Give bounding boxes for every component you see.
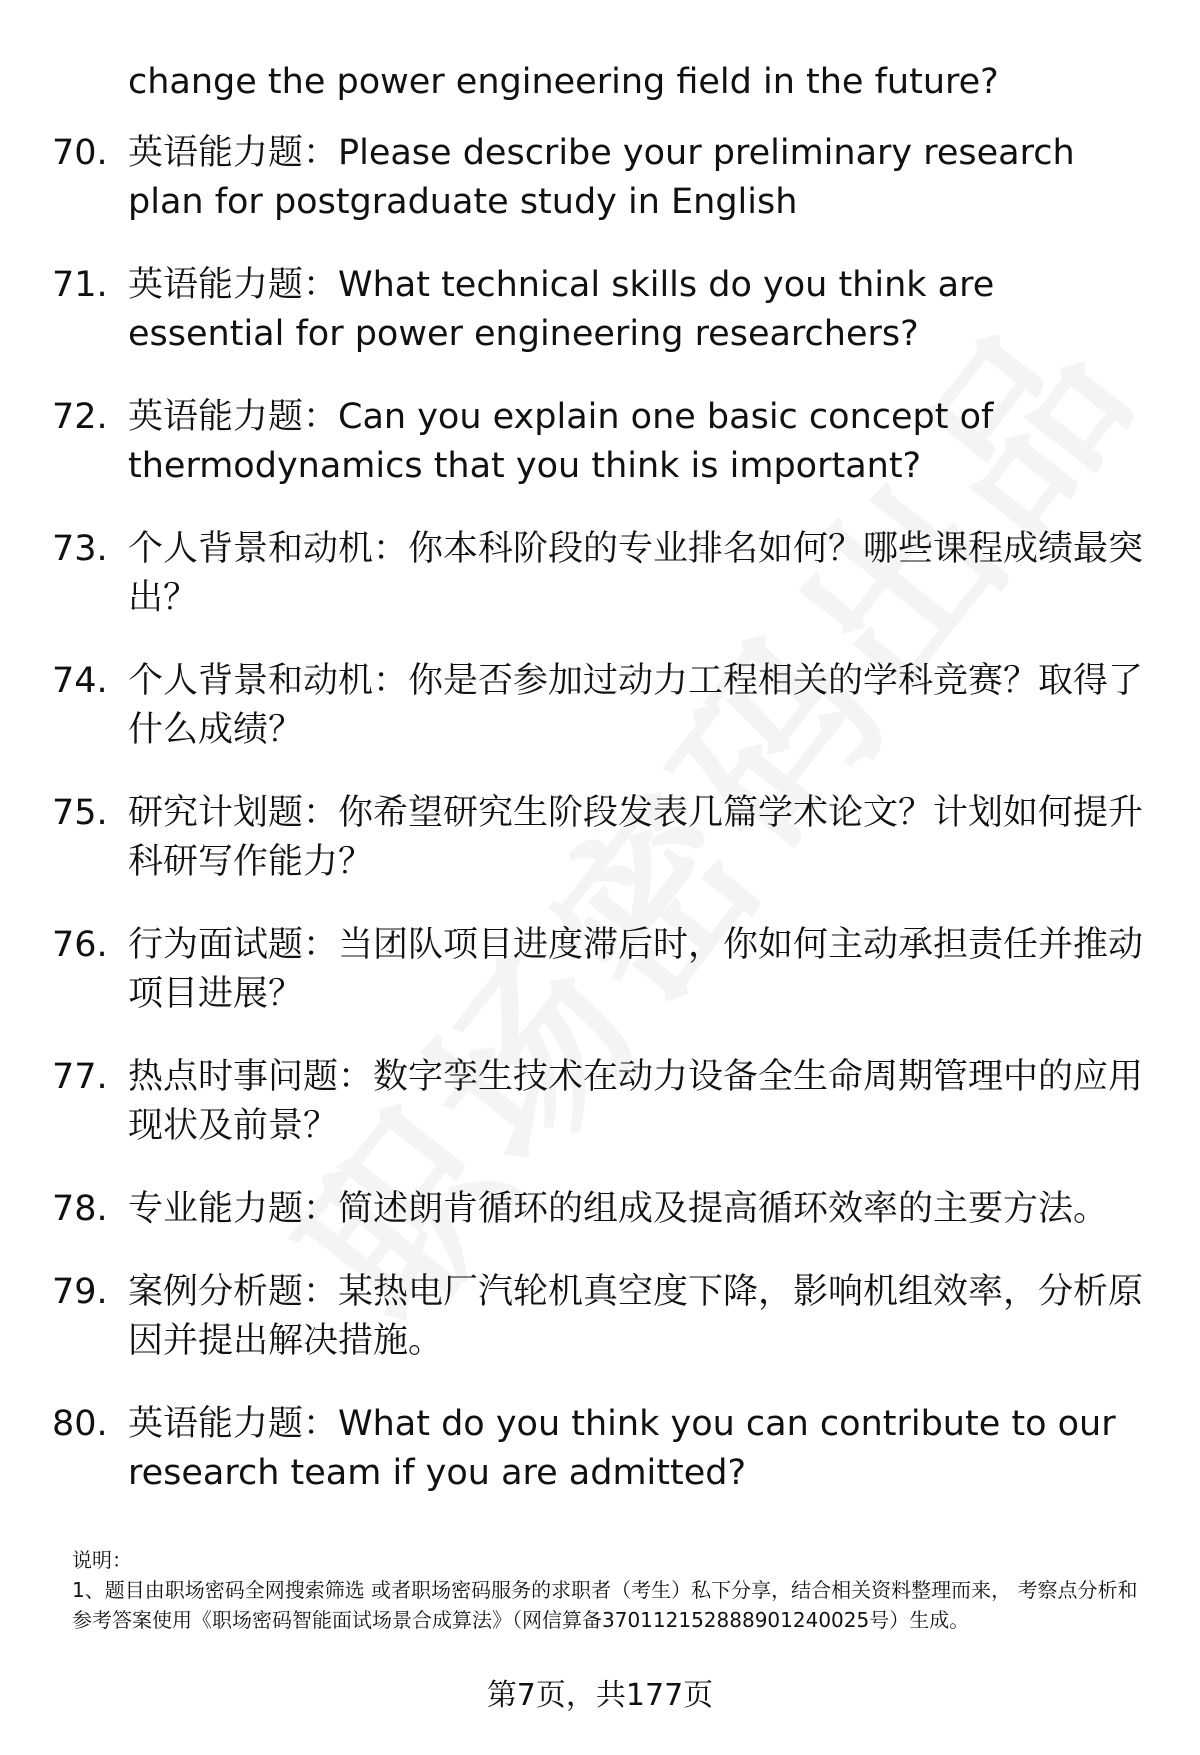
question-item-75	[52, 789, 1152, 887]
question-number: 77.	[52, 1057, 108, 1097]
notes-line-1: 1、题目由职场密码全网搜索筛选 或者职场密码服务的求职者（考生）私下分享，结合相关资料整理而来， 考察点分析和参考答案使用《职场密码智能面试场景合成算法》（网信算备370112152888901240025号）生成。	[72, 1578, 1138, 1632]
question-number: 73.	[52, 529, 108, 569]
question-number: 75.	[52, 793, 108, 833]
question-item-70	[52, 129, 1152, 227]
question-number: 74.	[52, 661, 108, 701]
page-number: 第7页，共177页	[486, 1678, 714, 1713]
question-item-71	[52, 261, 1152, 359]
question-number: 80.	[52, 1404, 108, 1444]
question-text: 专业能力题：简述朗肯循环的组成及提高循环效率的主要方法。	[128, 1189, 1109, 1229]
notes-heading: 说明：	[72, 1548, 132, 1572]
question-text: 英语能力题：What technical skills do you think are essential for power engineering researchers?	[128, 265, 995, 354]
question-text: 研究计划题：你希望研究生阶段发表几篇学术论文？计划如何提升科研写作能力？	[128, 793, 1144, 882]
question-item-73	[52, 525, 1152, 623]
question-item-76	[52, 921, 1152, 1019]
question-item-74	[52, 657, 1152, 755]
question-item-79	[52, 1268, 1152, 1366]
continued-question-text: change the power engineering field in the future?	[128, 62, 999, 102]
question-number: 76.	[52, 925, 108, 965]
question-text: 英语能力题：What do you think you can contribute to our research team if you are admitted?	[128, 1404, 1116, 1493]
question-number: 72.	[52, 397, 108, 437]
question-text: 英语能力题：Please describe your preliminary research plan for postgraduate study in English	[128, 133, 1075, 222]
question-text: 个人背景和动机：你本科阶段的专业排名如何？哪些课程成绩最突出？	[128, 529, 1144, 618]
question-text: 案例分析题：某热电厂汽轮机真空度下降，影响机组效率，分析原因并提出解决措施。	[128, 1272, 1144, 1361]
question-list	[52, 129, 1152, 1498]
notes-section	[72, 1545, 1152, 1635]
question-number: 78.	[52, 1189, 108, 1229]
question-item-72	[52, 393, 1152, 491]
question-text: 热点时事问题：数字孪生技术在动力设备全生命周期管理中的应用现状及前景？	[128, 1057, 1144, 1146]
question-text: 英语能力题：Can you explain one basic concept of thermodynamics that you think is important?	[128, 397, 994, 486]
question-number: 79.	[52, 1272, 108, 1312]
question-item-78	[52, 1185, 1152, 1234]
question-text: 行为面试题：当团队项目进度滞后时，你如何主动承担责任并推动项目进展？	[128, 925, 1144, 1014]
question-number: 71.	[52, 265, 108, 305]
question-number: 70.	[52, 133, 108, 173]
question-item-77	[52, 1053, 1152, 1151]
question-text: 个人背景和动机：你是否参加过动力工程相关的学科竞赛？取得了什么成绩？	[128, 661, 1144, 750]
question-list-container	[52, 58, 1152, 1532]
question-item-80	[52, 1400, 1152, 1498]
